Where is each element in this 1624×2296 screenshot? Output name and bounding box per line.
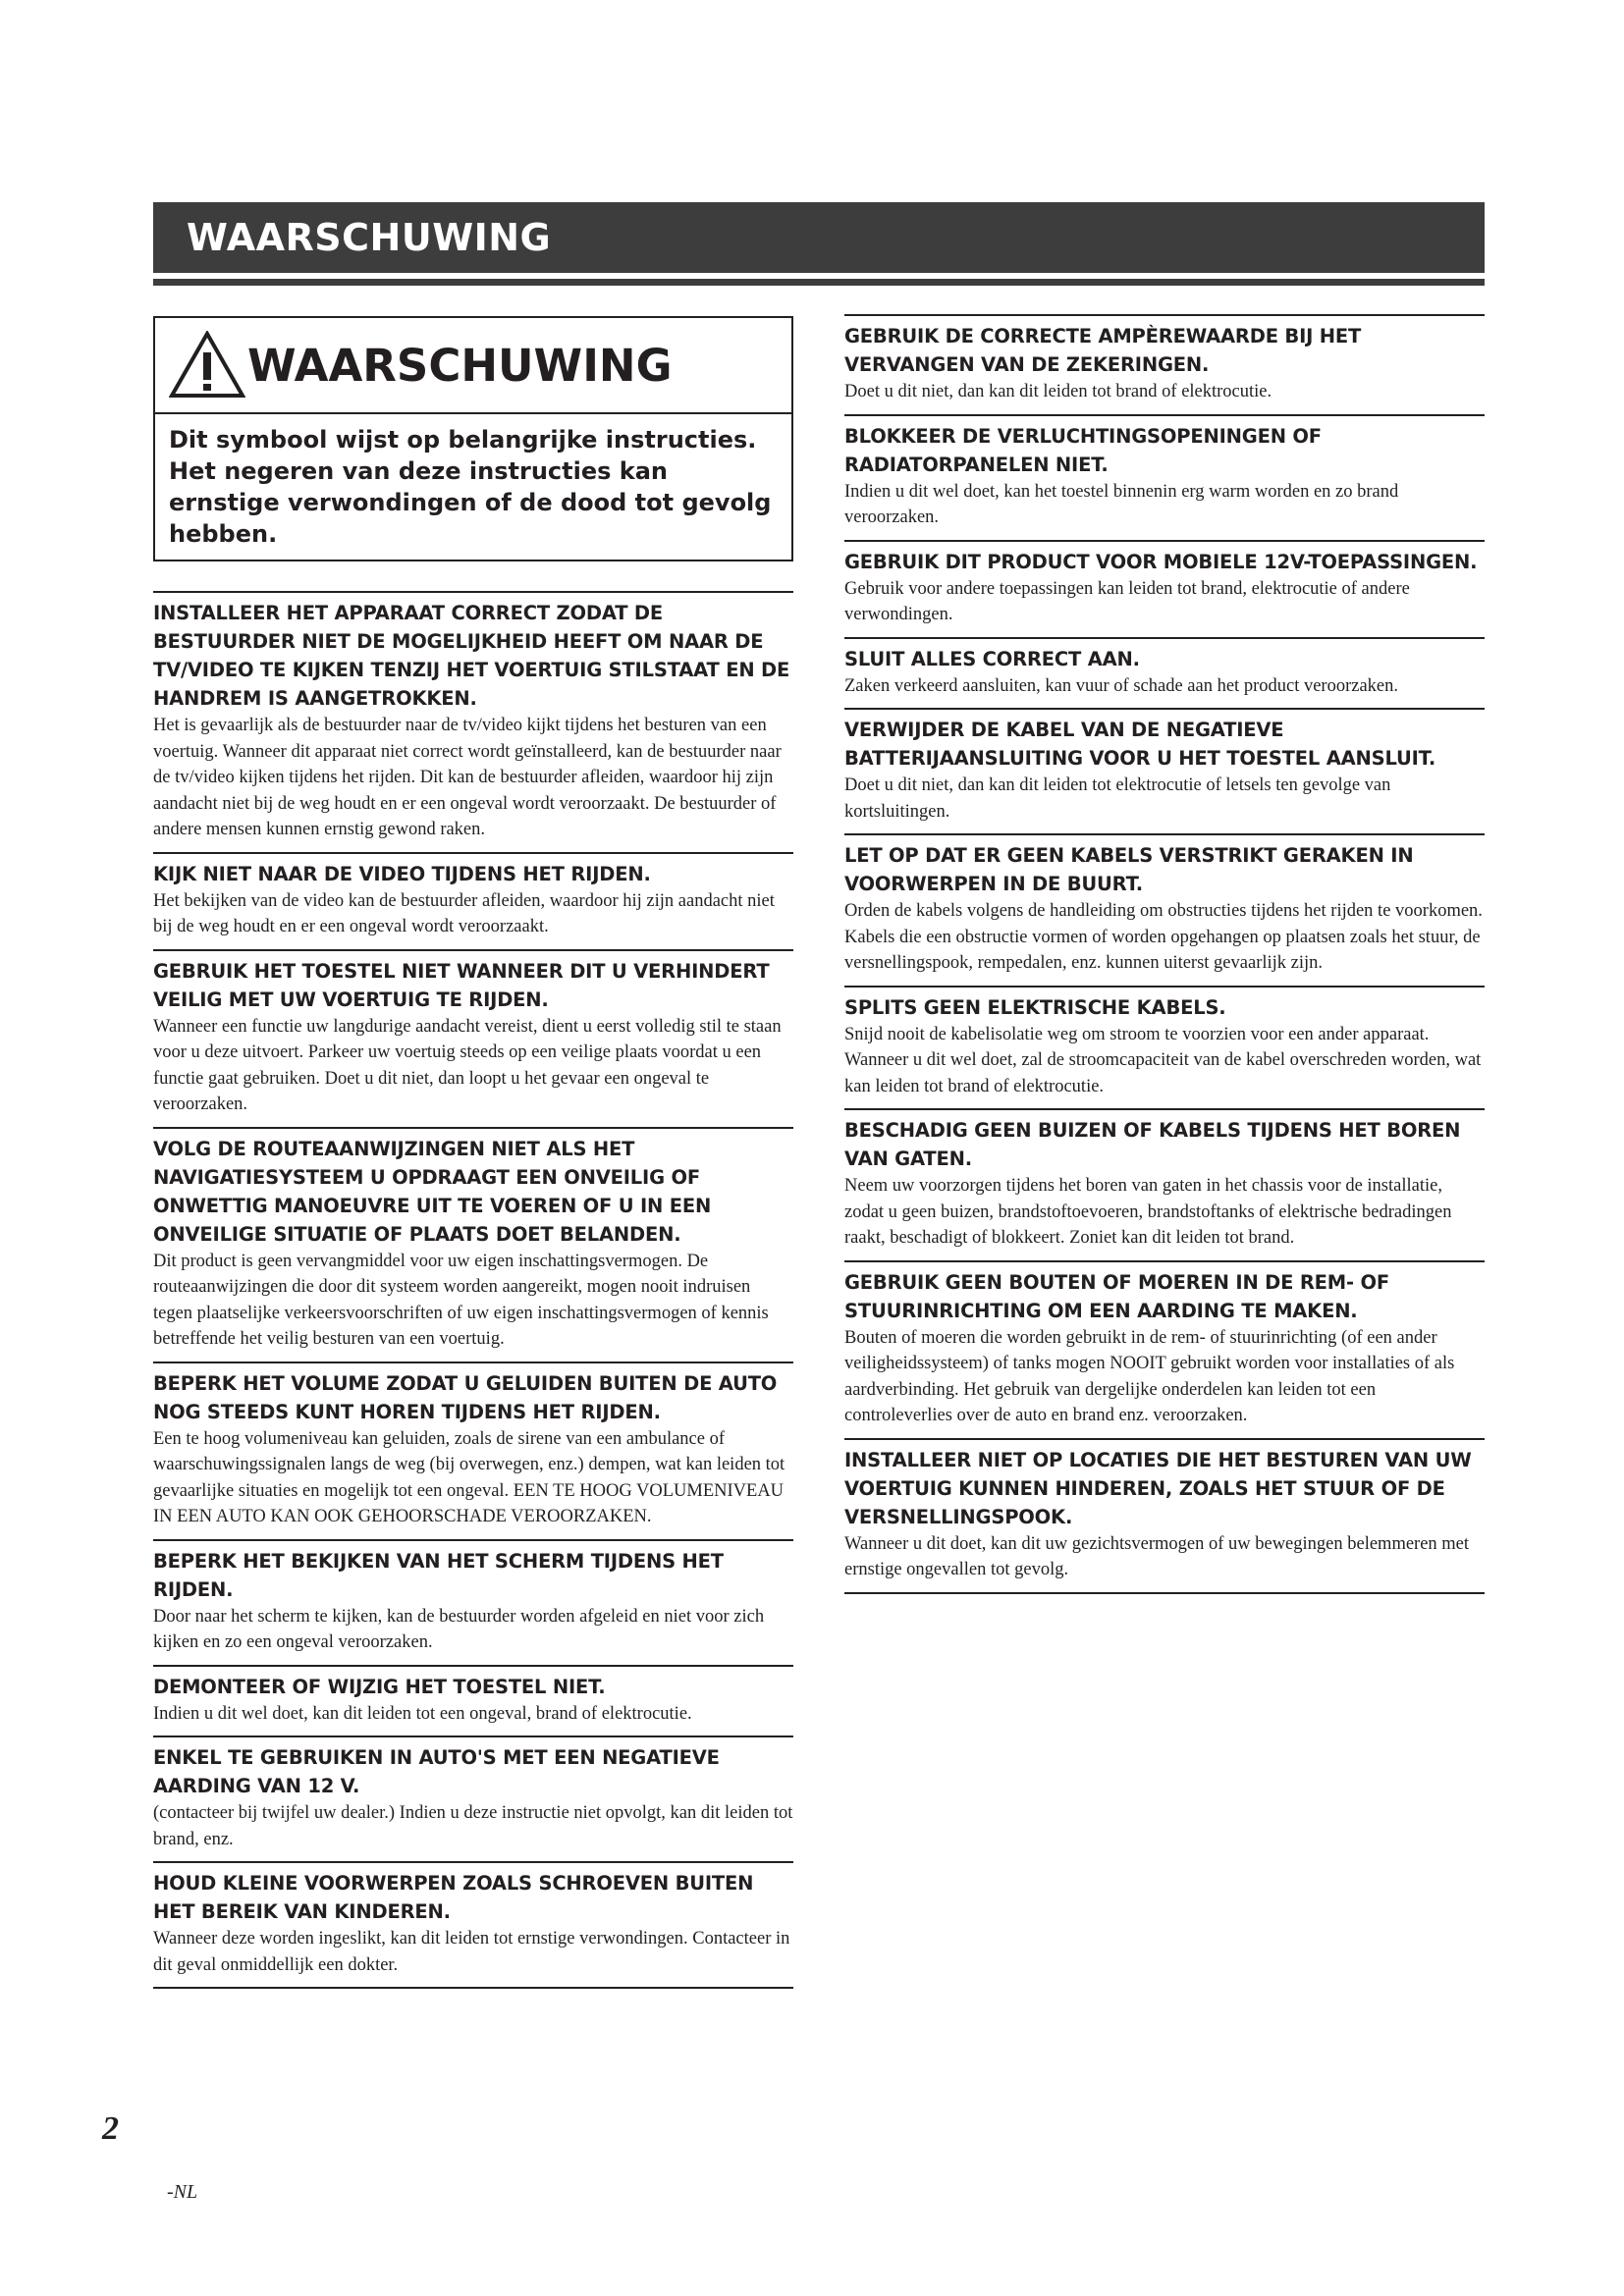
section-title: ENKEL TE GEBRUIKEN IN AUTO'S MET EEN NEGATIEVE AARDING VAN 12 V.	[153, 1746, 720, 1797]
warning-box-text: Dit symbool wijst op belangrijke instructies. Het negeren van deze instructies kan ernstige verwondingen of de dood tot gevolg hebben.	[169, 426, 772, 548]
section-body: Een te hoog volumeniveau kan geluiden, zoals de sirene van een ambulance of waarschuwingssignalen langs de weg (bij overwegen, enz.) dempen, wat kan leiden tot gevaarlijke situaties en mogelijk tot een ongeval. EEN TE HOOG VOLUMENIVEAU IN EEN AUTO KAN OOK GEHOORSCHADE VEROORZAKEN.	[153, 1428, 785, 1526]
warning-section	[153, 1362, 793, 1539]
section-body: Wanneer deze worden ingeslikt, kan dit leiden tot ernstige verwondingen. Contacteer in dit geval onmiddellijk een dokter.	[153, 1929, 790, 1975]
warning-section	[844, 708, 1485, 833]
section-body: Orden de kabels volgens de handleiding om obstructies tijdens het rijden te voorkomen. Kabels die een obstructie vormen of worden opgehangen op plaatsen zoals het stuur, de versnellingspook, rempedalen, enz. kunnen uiterst gevaarlijk zijn.	[844, 901, 1483, 973]
section-title: LET OP DAT ER GEEN KABELS VERSTRIKT GERAKEN IN VOORWERPEN IN DE BUURT.	[844, 844, 1414, 895]
section-title: BESCHADIG GEEN BUIZEN OF KABELS TIJDENS HET BOREN VAN GATEN.	[844, 1119, 1461, 1170]
section-title: KIJK NIET NAAR DE VIDEO TIJDENS HET RIJDEN.	[153, 862, 651, 885]
section-body: Snijd nooit de kabelisolatie weg om stroom te voorzien voor een ander apparaat. Wanneer u dit wel doet, zal de stroomcapaciteit van de kabel overschreden worden, wat kan leiden tot brand of elektrocutie.	[844, 1024, 1482, 1096]
section-title: INSTALLEER HET APPARAAT CORRECT ZODAT DE BESTUURDER NIET DE MOGELIJKHEID HEEFT OM NAAR DE TV/VIDEO TE KIJKEN TENZIJ HET VOERTUIG STILSTAAT EN DE HANDREM IS AANGETROKKEN.	[153, 602, 790, 710]
section-body: Door naar het scherm te kijken, kan de bestuurder worden afgeleid en niet voor zich kijken en zo een ongeval veroorzaken.	[153, 1606, 765, 1652]
section-title: BLOKKEER DE VERLUCHTINGSOPENINGEN OF RADIATORPANELEN NIET.	[844, 424, 1322, 476]
warning-section	[153, 1861, 793, 1989]
warning-box-title	[155, 318, 791, 414]
warning-section	[844, 1260, 1485, 1438]
language-code: -NL	[167, 2181, 198, 2203]
section-body: Neem uw voorzorgen tijdens het boren van gaten in het chassis voor de installatie, zodat u geen buizen, brandstoftoevoeren, brandstoftanks of elektrische bedradingen raakt, beschadigt of blokkeert. Zoniet kan dit leiden tot brand.	[844, 1176, 1452, 1248]
section-title: DEMONTEER OF WIJZIG HET TOESTEL NIET.	[153, 1675, 606, 1698]
warning-section	[153, 1735, 793, 1861]
section-title: GEBRUIK GEEN BOUTEN OF MOEREN IN DE REM- OF STUURINRICHTING OM EEN AARDING TE MAKEN.	[844, 1270, 1389, 1322]
section-title: BEPERK HET BEKIJKEN VAN HET SCHERM TIJDENS HET RIJDEN.	[153, 1549, 724, 1601]
right-column	[844, 314, 1485, 1594]
warning-section	[844, 1108, 1485, 1260]
section-body: Bouten of moeren die worden gebruikt in de rem- of stuurinrichting (of een ander veiligheidssysteem) of tanks mogen NOOIT gebruikt worden voor installaties of als aardverbinding. Het gebruik van dergelijke onderdelen kan leiden tot een controleverlies over de auto en brand enz. veroorzaken.	[844, 1327, 1455, 1425]
section-body: Doet u dit niet, dan kan dit leiden tot elektrocutie of letsels ten gevolge van kortsluitingen.	[844, 775, 1391, 822]
warning-section	[844, 414, 1485, 540]
section-header: WAARSCHUWING	[153, 202, 1485, 273]
warning-section	[844, 986, 1485, 1109]
section-body: (contacteer bij twijfel uw dealer.) Indien u deze instructie niet opvolgt, kan dit leiden tot brand, enz.	[153, 1803, 793, 1849]
warning-section	[844, 637, 1485, 709]
section-body: Wanneer u dit doet, kan dit uw gezichtsvermogen of uw bewegingen belemmeren met ernstige ongevallen tot gevolg.	[844, 1533, 1470, 1579]
warning-section	[844, 1438, 1485, 1594]
left-column	[153, 316, 793, 1989]
section-body: Dit product is geen vervangmiddel voor uw eigen inschattingsvermogen. De routeaanwijzingen die door dit systeem worden aangereikt, mogen nooit indruisen tegen plaatselijke verkeersvoorschriften of uw eigen inschattingsvermogen of kennis betreffende het veilig besturen van een voertuig.	[153, 1251, 769, 1349]
section-body: Indien u dit wel doet, kan dit leiden tot een ongeval, brand of elektrocutie.	[153, 1703, 692, 1724]
header-rule	[153, 279, 1485, 286]
section-title: VERWIJDER DE KABEL VAN DE NEGATIEVE BATTERIJAANSLUITING VOOR U HET TOESTEL AANSLUIT.	[844, 719, 1436, 770]
warning-section	[153, 949, 793, 1127]
warning-box	[153, 316, 793, 561]
warning-section	[153, 1539, 793, 1665]
section-body: Doet u dit niet, dan kan dit leiden tot brand of elektrocutie.	[844, 382, 1272, 401]
section-title: SPLITS GEEN ELEKTRISCHE KABELS.	[844, 995, 1226, 1019]
section-body: Gebruik voor andere toepassingen kan leiden tot brand, elektrocutie of andere verwondingen.	[844, 578, 1410, 624]
section-title: VOLG DE ROUTEAANWIJZINGEN NIET ALS HET NAVIGATIESYSTEEM U OPDRAAGT EEN ONVEILIG OF ONWETTIG MANOEUVRE UIT TE VOEREN OF U IN EEN ONVEILIGE SITUATIE OF PLAATS DOET BELANDEN.	[153, 1137, 712, 1246]
left-sections	[153, 591, 793, 1989]
warning-section	[844, 314, 1485, 414]
section-title: INSTALLEER NIET OP LOCATIES DIE HET BESTUREN VAN UW VOERTUIG KUNNEN HINDEREN, ZOALS HET STUUR OF DE VERSNELLINGSPOOK.	[844, 1448, 1472, 1528]
section-body: Wanneer een functie uw langdurige aandacht vereist, dient u eerst volledig stil te staan voor u deze uitvoert. Parkeer uw voertuig steeds op een veilige plaats voordat u een functie gaat gebruiken. Doet u dit niet, dan loopt u het gevaar een ongeval te veroorzaken.	[153, 1016, 782, 1114]
warning-section	[153, 1127, 793, 1362]
section-title: SLUIT ALLES CORRECT AAN.	[844, 647, 1140, 670]
section-body: Het is gevaarlijk als de bestuurder naar de tv/video kijkt tijdens het besturen van een voertuig. Wanneer dit apparaat niet correct wordt geïnstalleerd, kan de bestuurder naar de tv/video kijken tijdens het rijden. Dit kan de bestuurder afleiden, waardoor hij zijn aandacht niet bij de weg houdt en er een ongeval wordt veroorzaakt. De bestuurder of andere mensen kunnen ernstig gewond raken.	[153, 716, 782, 839]
section-body: Indien u dit wel doet, kan het toestel binnenin erg warm worden en zo brand veroorzaken.	[844, 481, 1399, 527]
warning-section	[153, 591, 793, 852]
right-sections	[844, 314, 1485, 1594]
warning-section	[153, 1665, 793, 1736]
warning-box-title-text: WAARSCHUWING	[247, 339, 673, 392]
section-title: GEBRUIK DE CORRECTE AMPÈREWAARDE BIJ HET VERVANGEN VAN DE ZEKERINGEN.	[844, 325, 1362, 376]
section-body: Het bekijken van de video kan de bestuurder afleiden, waardoor hij zijn aandacht niet bij de weg houdt en er een ongeval wordt veroorzaakt.	[153, 890, 775, 936]
warning-section	[844, 540, 1485, 637]
section-title: HOUD KLEINE VOORWERPEN ZOALS SCHROEVEN BUITEN HET BEREIK VAN KINDEREN.	[153, 1872, 754, 1923]
section-title: BEPERK HET VOLUME ZODAT U GELUIDEN BUITEN DE AUTO NOG STEEDS KUNT HOREN TIJDENS HET RIJDEN.	[153, 1371, 778, 1423]
warning-section	[153, 852, 793, 949]
section-title: GEBRUIK DIT PRODUCT VOOR MOBIELE 12V-TOEPASSINGEN.	[844, 550, 1478, 573]
warning-triangle-icon	[169, 331, 245, 400]
section-body: Zaken verkeerd aansluiten, kan vuur of schade aan het product veroorzaken.	[844, 675, 1398, 696]
warning-section	[844, 833, 1485, 986]
page-number: 2	[102, 2110, 119, 2147]
section-title: GEBRUIK HET TOESTEL NIET WANNEER DIT U VERHINDERT VEILIG MET UW VOERTUIG TE RIJDEN.	[153, 959, 770, 1011]
